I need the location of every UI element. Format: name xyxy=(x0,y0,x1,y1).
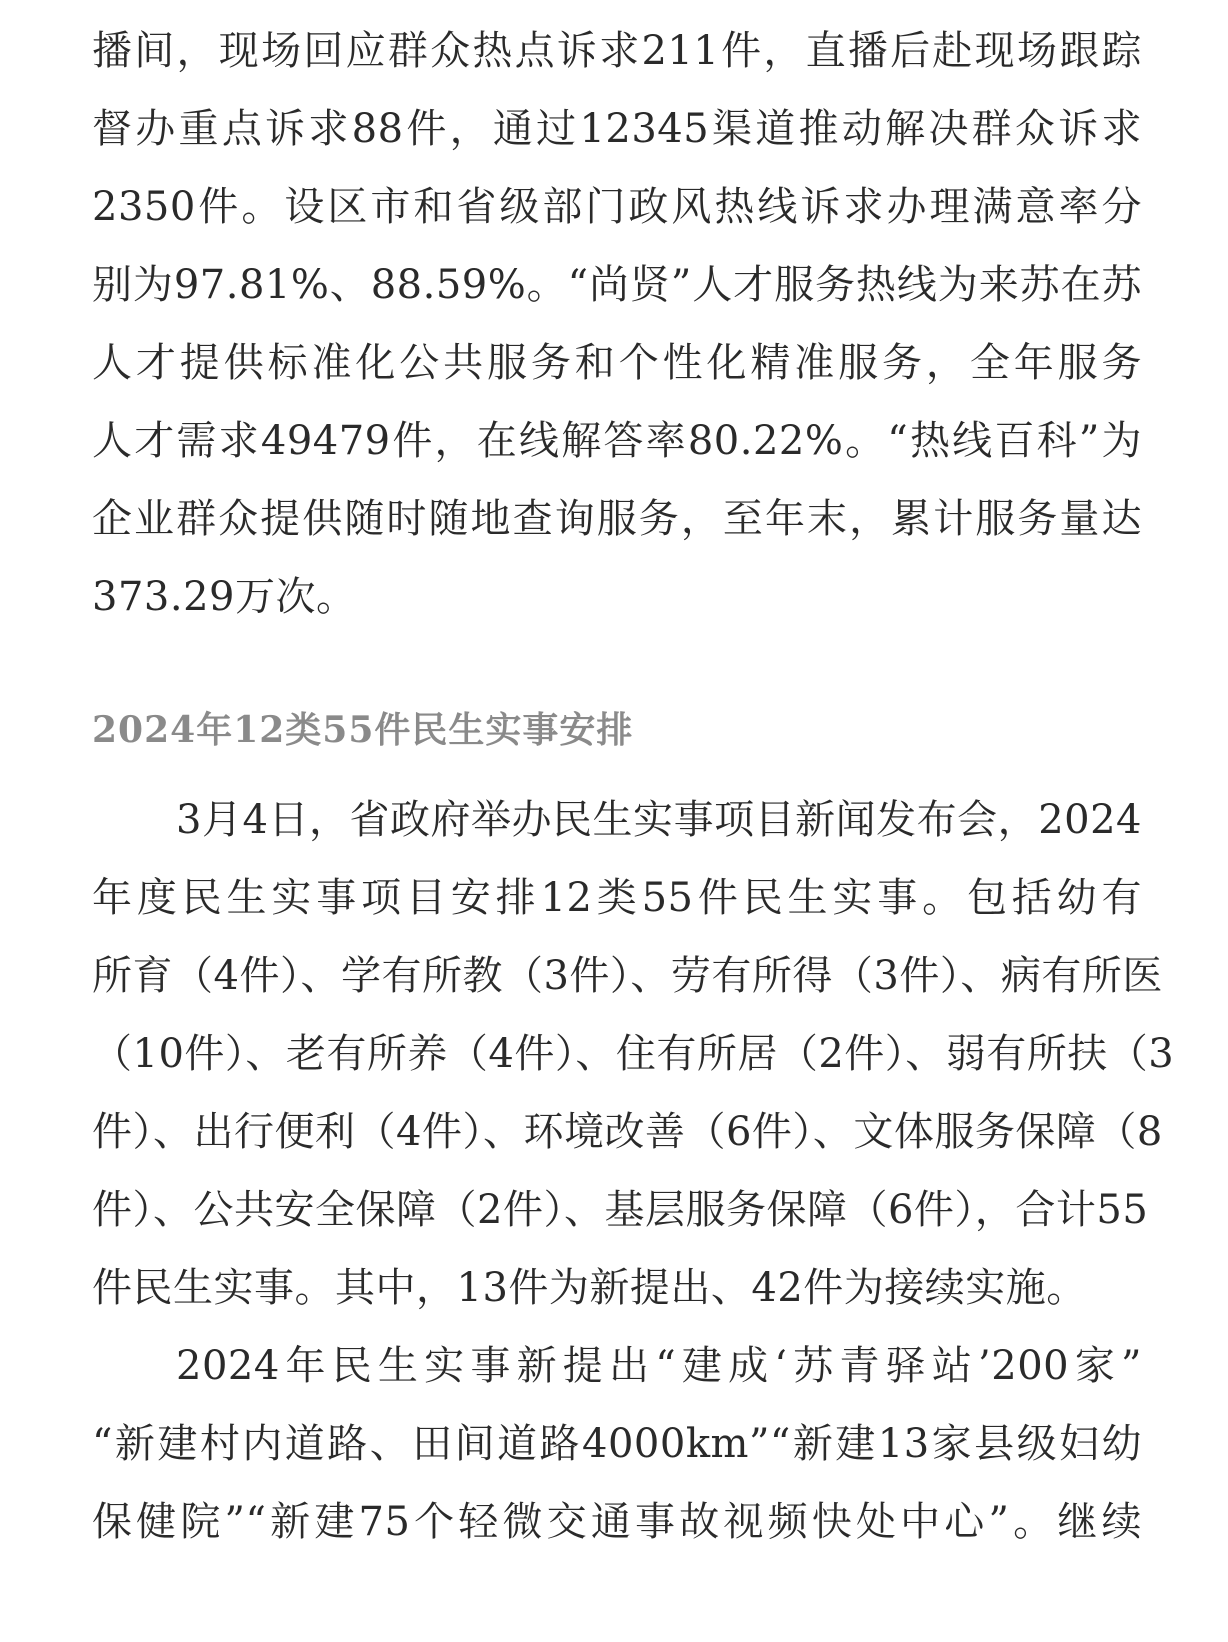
section-heading: 2024年12类55件民生实事安排 xyxy=(92,709,634,751)
text-line: 3月4日，省政府举办民生实事项目新闻发布会，2024 xyxy=(176,797,1142,843)
text-line: 2350件。设区市和省级部门政风热线诉求办理满意率分 xyxy=(92,184,1142,230)
text-line: 2024年民生实事新提出“建成‘苏青驿站’200家” xyxy=(176,1343,1142,1389)
text-line: 播间，现场回应群众热点诉求211件，直播后赴现场跟踪 xyxy=(92,28,1142,74)
text-line: 企业群众提供随时随地查询服务，至年末，累计服务量达 xyxy=(92,496,1142,542)
text-line: 373.29万次。 xyxy=(92,574,357,620)
text-line: （10件）、老有所养（4件）、住有所居（2件）、弱有所扶（3 xyxy=(92,1031,1175,1077)
text-line: 所育（4件）、学有所教（3件）、劳有所得（3件）、病有所医 xyxy=(92,953,1163,999)
text-line: 年度民生实事项目安排12类55件民生实事。包括幼有 xyxy=(92,875,1142,921)
text-line: 保健院”“新建75个轻微交通事故视频快处中心”。继续 xyxy=(92,1499,1142,1545)
text-line: 件）、公共安全保障（2件）、基层服务保障（6件），合计55 xyxy=(92,1187,1149,1233)
text-line: 别为97.81%、88.59%。“尚贤”人才服务热线为来苏在苏 xyxy=(92,262,1142,308)
text-line: 件）、出行便利（4件）、环境改善（6件）、文体服务保障（8 xyxy=(92,1109,1163,1155)
text-line: 督办重点诉求88件，通过12345渠道推动解决群众诉求 xyxy=(92,106,1142,152)
text-line: 人才需求49479件，在线解答率80.22%。“热线百科”为 xyxy=(92,418,1142,464)
text-line: 人才提供标准化公共服务和个性化精准服务，全年服务 xyxy=(92,340,1142,386)
text-line: 件民生实事。其中，13件为新提出、42件为接续实施。 xyxy=(92,1265,1087,1311)
text-line: “新建村内道路、田间道路4000km”“新建13家县级妇幼 xyxy=(92,1421,1142,1467)
